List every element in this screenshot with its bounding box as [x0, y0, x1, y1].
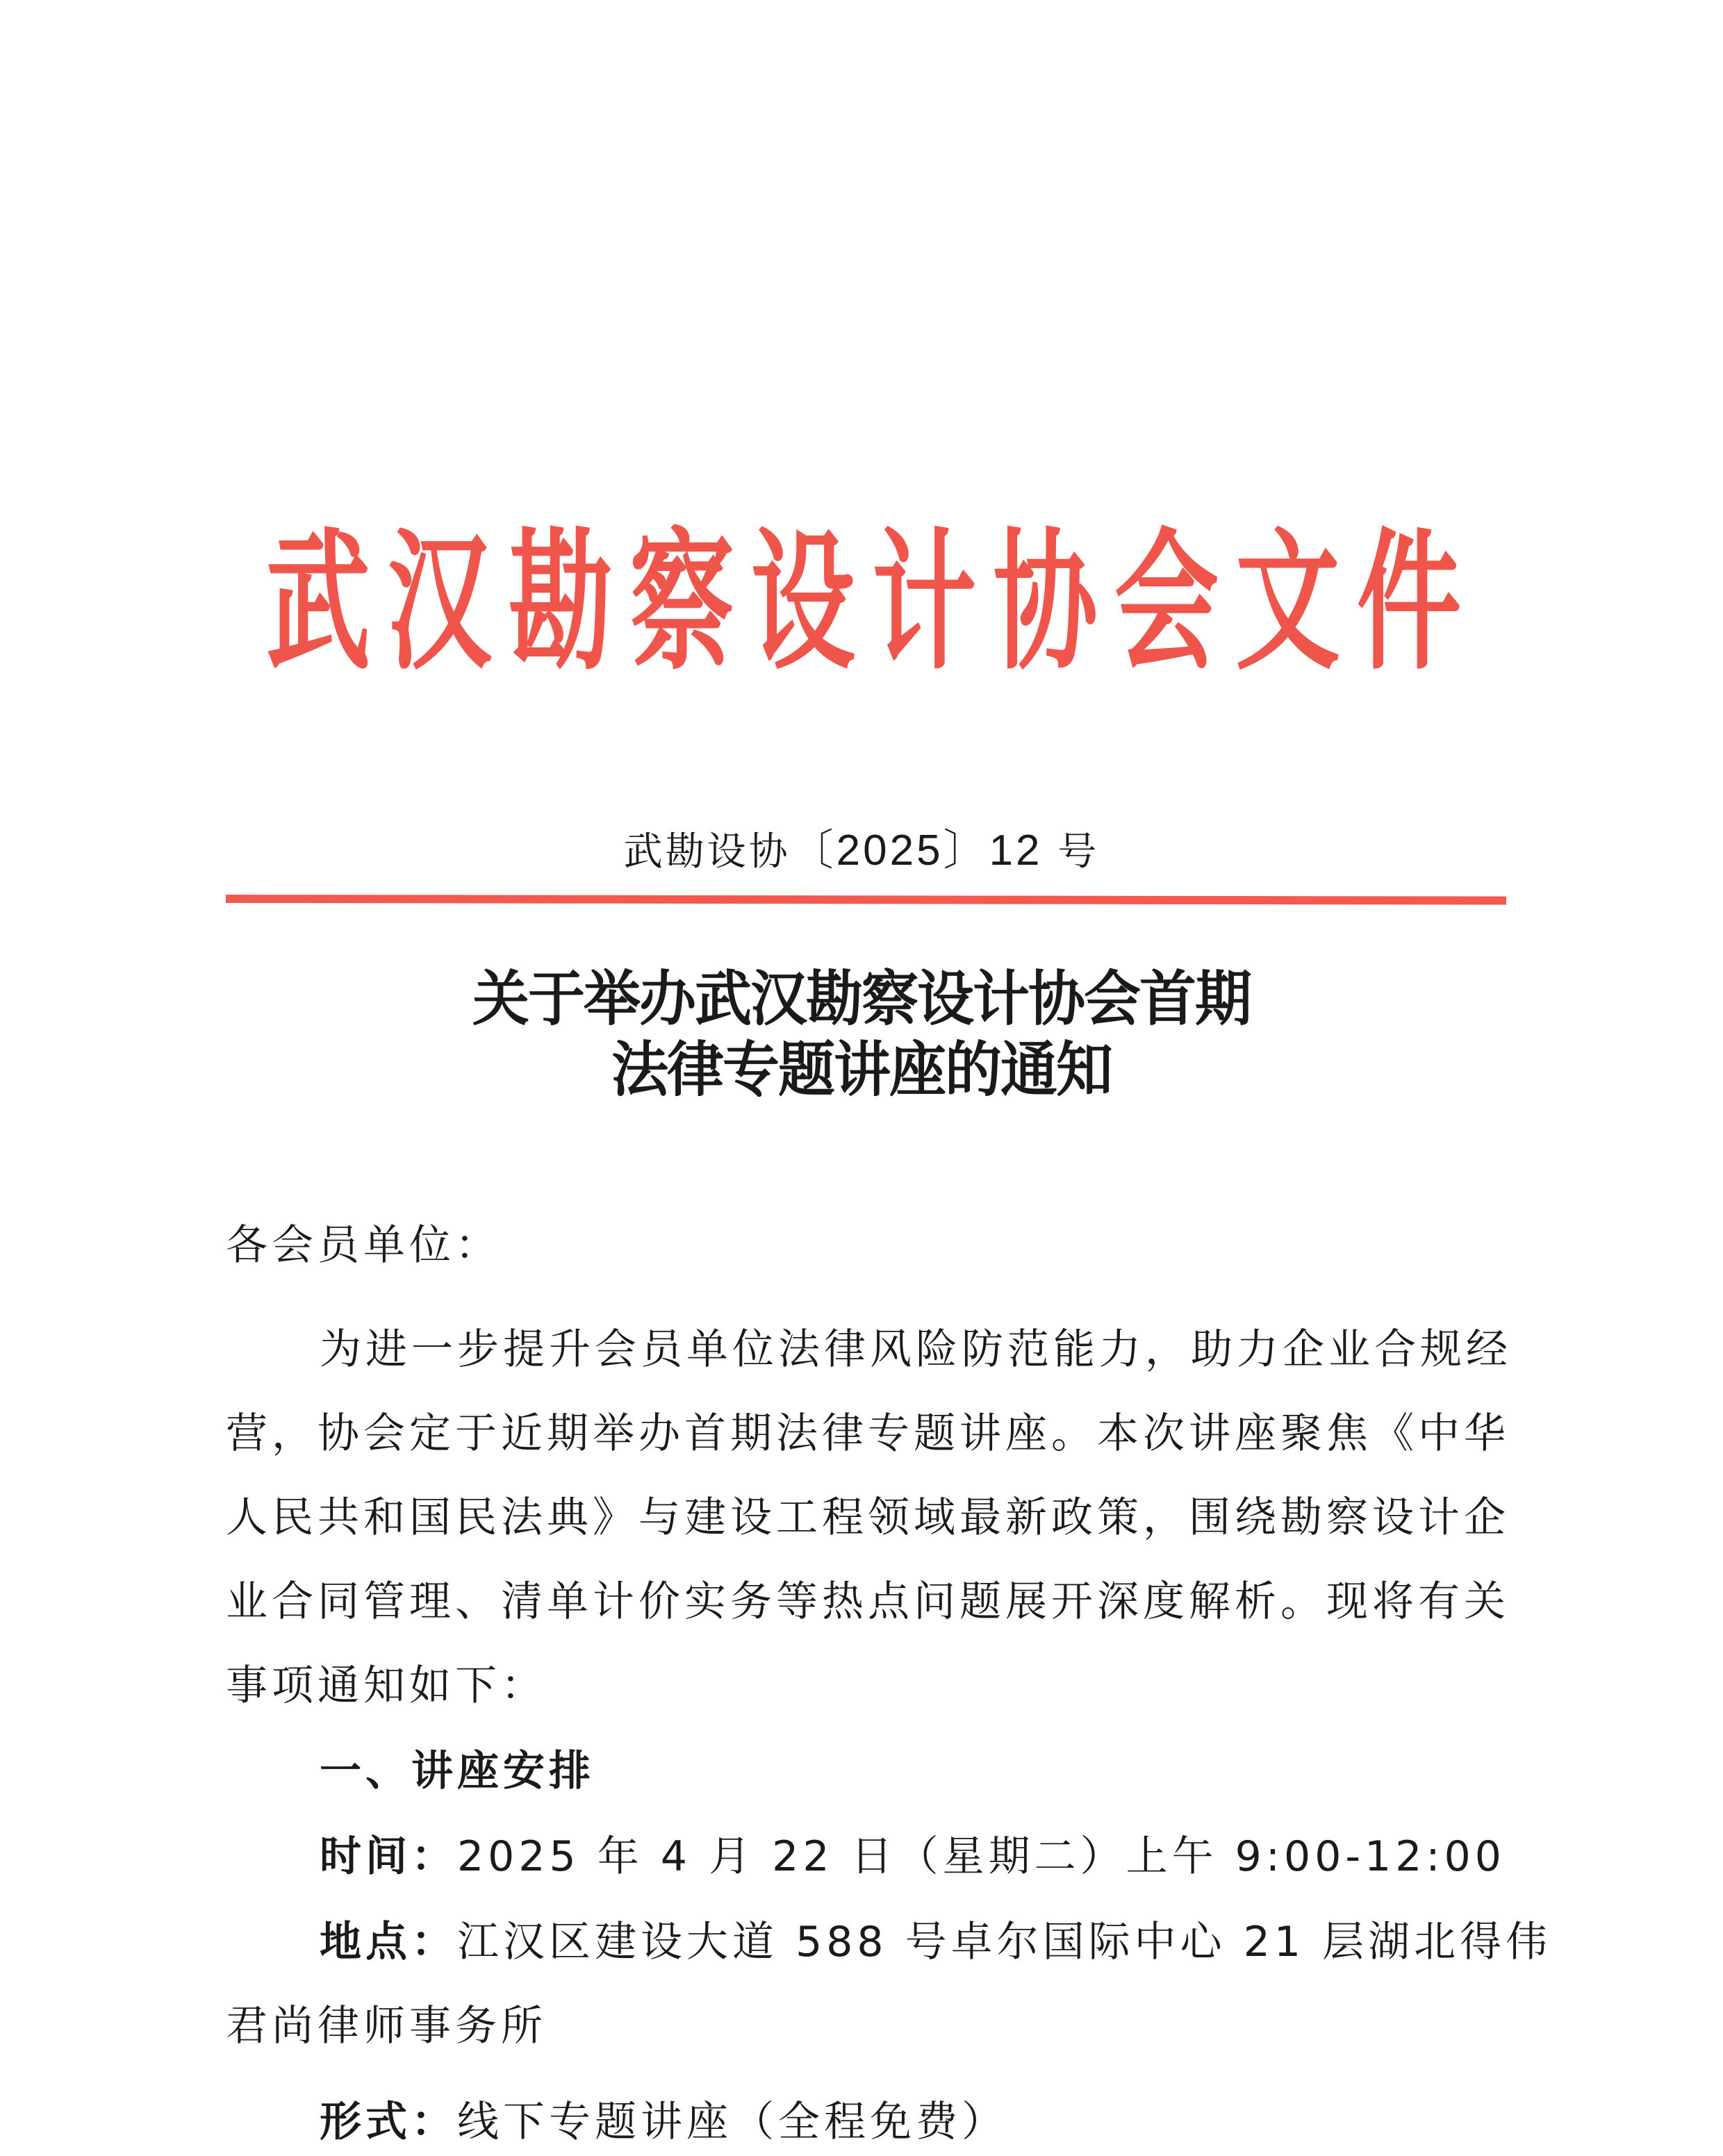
- time-value: 2025 年 4 月 22 日（星期二）上午 9:00-12:00: [457, 1832, 1506, 1881]
- doc-number-suffix: 号: [1057, 829, 1100, 874]
- doc-number-no: 12: [989, 827, 1043, 874]
- header-char: 会: [1114, 513, 1219, 691]
- intro-line-1: 为进一步提升会员单位法律风险防范能力，助力企业合规经: [320, 1325, 1512, 1374]
- location-value-line-2: 君尚律师事务所: [226, 2002, 547, 2050]
- header-char: 勘: [508, 513, 613, 691]
- header-char: 武: [266, 513, 371, 691]
- time-row: [320, 1823, 1506, 1883]
- header-char: 设: [750, 513, 855, 691]
- location-value-line-1: 江汉区建设大道 588 号卓尔国际中心 21 层湖北得伟: [457, 1918, 1552, 1966]
- title-line-1: 关于举办武汉勘察设计协会首期: [472, 964, 1251, 1034]
- document-title: [0, 964, 1723, 1106]
- format-row: [320, 2089, 1007, 2148]
- org-file-header: [266, 513, 1461, 691]
- intro-line-2: 营，协会定于近期举办首期法律专题讲座。本次讲座聚焦《中华: [226, 1409, 1510, 1458]
- format-value: 线下专题讲座（全程免费）: [457, 2098, 1007, 2146]
- title-line-2: 法律专题讲座的通知: [611, 1035, 1112, 1105]
- header-char: 汉: [387, 513, 492, 691]
- salutation: 各会员单位：: [226, 1221, 501, 1270]
- location-label: 地点：: [320, 1918, 457, 1966]
- doc-number-year: 〔2025〕: [790, 827, 989, 874]
- intro-line-3: 人民共和国民法典》与建设工程领域最新政策，围绕勘察设计企: [226, 1493, 1510, 1542]
- section-heading-1: 一、讲座安排: [320, 1747, 595, 1796]
- red-divider-rule: [226, 895, 1506, 905]
- time-label: 时间：: [320, 1832, 457, 1881]
- header-char: 件: [1356, 513, 1461, 691]
- header-char: 协: [993, 513, 1098, 691]
- doc-number-prefix: 武勘设协: [623, 829, 791, 874]
- document-number: [0, 815, 1723, 877]
- header-char: 察: [629, 513, 734, 691]
- header-char: 文: [1235, 513, 1340, 691]
- format-label: 形式：: [320, 2098, 457, 2146]
- intro-line-5: 事项通知如下：: [226, 1661, 547, 1710]
- intro-line-4: 业合同管理、清单计价实务等热点问题展开深度解析。现将有关: [226, 1577, 1510, 1626]
- header-char: 计: [872, 513, 977, 691]
- location-row: [320, 1909, 1551, 1968]
